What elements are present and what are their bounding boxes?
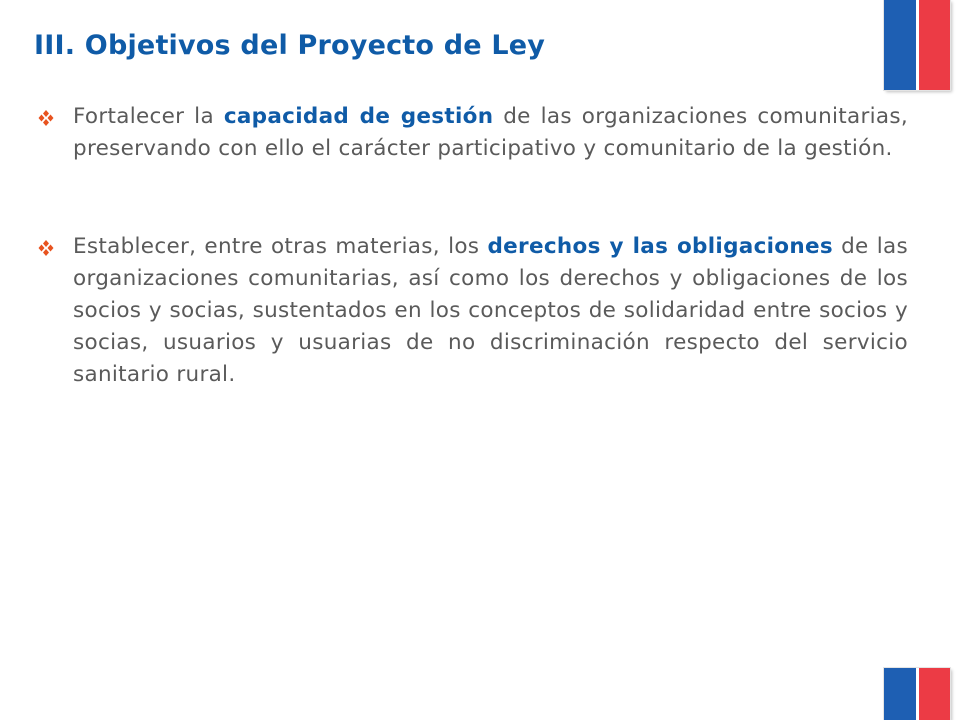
chile-flag-stripe-top xyxy=(884,0,950,90)
objective-text-end: de las organizaciones comunitarias, así como los derechos y obligaciones de los socios y socias, sustentados en los conceptos de solidaridad entre socios y socias, usuarios y usuarias de no discriminación respecto del servicio sanitario rural. xyxy=(73,234,908,387)
objective-item-1 xyxy=(36,101,908,165)
slide-title: III. Objetivos del Proyecto de Ley xyxy=(34,30,546,61)
objective-highlight: capacidad de gestión xyxy=(223,104,494,129)
objective-highlight: derechos y las obligaciones xyxy=(487,234,833,259)
flag-red-band xyxy=(919,0,951,90)
chile-flag-stripe-bottom xyxy=(884,668,950,720)
flag-red-band xyxy=(919,668,951,720)
objective-item-2 xyxy=(36,231,908,391)
objective-text-end: de las organizaciones comunitarias, preservando con ello el carácter participativo y comunitario de la gestión. xyxy=(73,104,909,161)
four-diamond-bullet-icon xyxy=(36,231,56,263)
objective-text-start: Fortalecer la xyxy=(73,104,224,129)
four-diamond-bullet-icon xyxy=(36,101,56,133)
flag-blue-band xyxy=(884,0,916,90)
flag-blue-band xyxy=(884,668,916,720)
objective-text-start: Establecer, entre otras materias, los xyxy=(73,234,488,259)
objectives-list xyxy=(36,101,908,391)
